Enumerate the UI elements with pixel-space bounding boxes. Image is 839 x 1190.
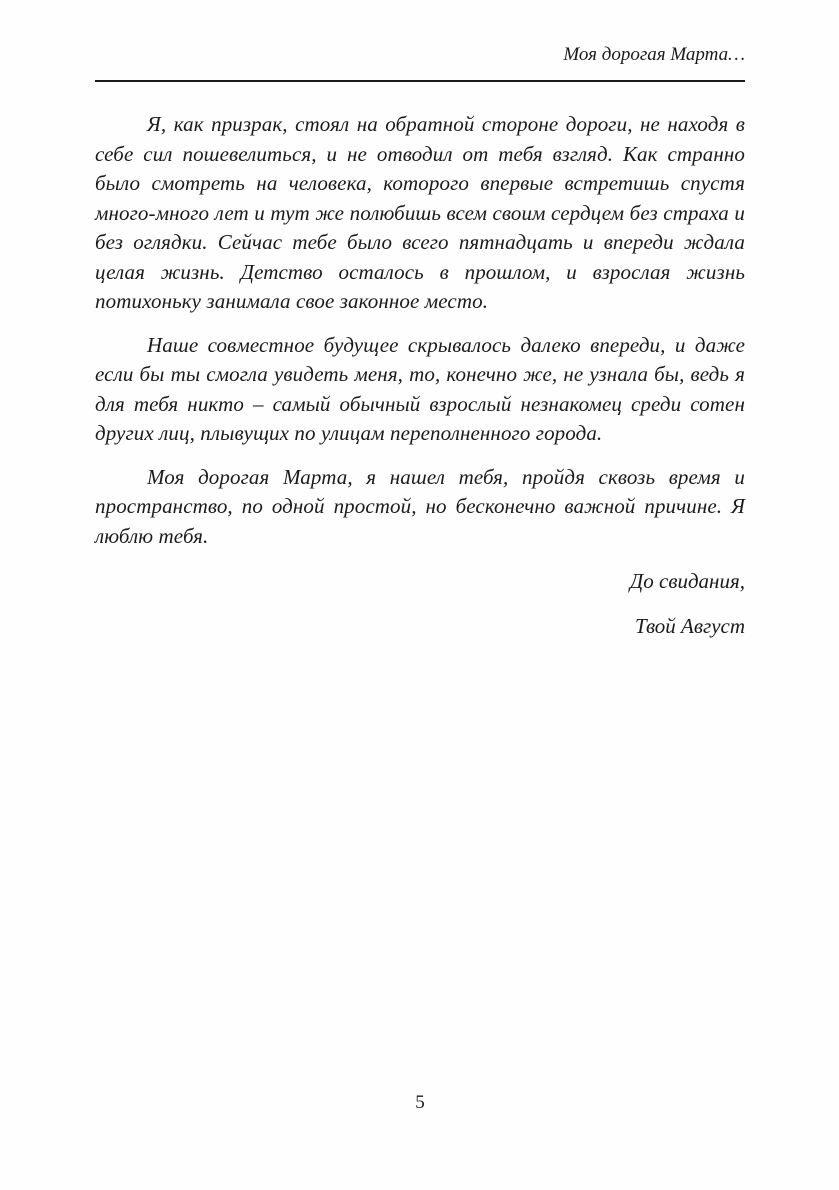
- header-rule: [95, 80, 745, 82]
- signature-name: Твой Август: [635, 614, 745, 638]
- page-content: [95, 0, 745, 641]
- running-title: Моя дорогая Марта…: [563, 44, 745, 65]
- page-number: 5: [415, 1092, 425, 1113]
- page-body: [95, 110, 745, 641]
- page-header: [95, 42, 745, 82]
- paragraph-3: Моя дорогая Марта, я нашел тебя, пройдя сквозь время и пространство, по одной простой, но бесконечно важной причине. Я люблю тебя.: [95, 464, 745, 548]
- paragraph-2: Наше совместное будущее скрывалось далеко впереди, и даже если бы ты смогла увидеть меня, то, конечно же, не узнала бы, ведь я для тебя никто – самый обычный взрослый незнакомец среди сотен других лиц, плывущих по улицам переполненного города.: [95, 332, 745, 445]
- signature-farewell: До свидания,: [629, 569, 745, 593]
- paragraph-1: Я, как призрак, стоял на обратной стороне дороги, не находя в себе сил пошевелиться, и не отводил от тебя взгляд. Как странно было смотреть на человека, которого впервые встретишь спустя много-много лет и тут же полюбишь всем своим сердцем без страха и без оглядки. Сейчас тебе было всего пятнадцать и впереди ждала целая жизнь. Детство осталось в прошлом, и взрослая жизнь потихоньку занимала свое законное место.: [95, 112, 745, 313]
